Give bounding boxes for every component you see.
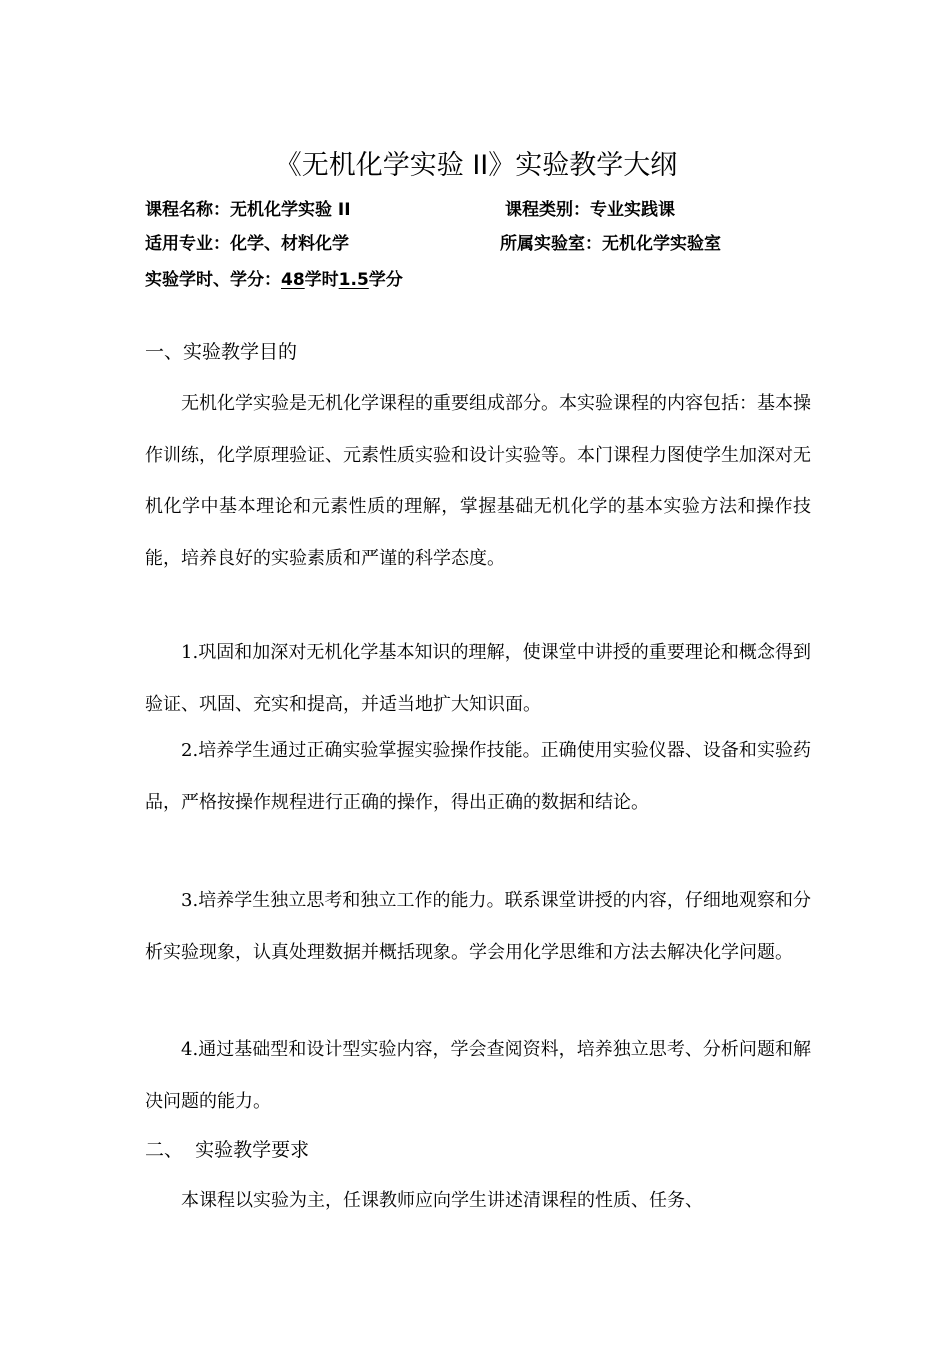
- credit-value: 1.5: [338, 270, 369, 290]
- objective-item-3: 3.培养学生独立思考和独立工作的能力。联系课堂讲授的内容，仔细地观察和分析实验现象，认真处理数据并概括现象。学会用化学思维和方法去解决化学问题。: [145, 890, 811, 963]
- hours-unit: 学时: [304, 270, 339, 290]
- credit-unit: 学分: [368, 270, 403, 290]
- course-name-value: 无机化学实验 II: [230, 200, 351, 220]
- document-title: 《无机化学实验 II》实验教学大纲: [274, 150, 678, 181]
- course-name-field: [145, 198, 351, 222]
- course-type-label: 课程类别：: [505, 200, 590, 220]
- major-label: 适用专业：: [145, 234, 230, 254]
- course-type-field: [505, 198, 675, 222]
- course-name-label: 课程名称：: [145, 200, 230, 220]
- section-heading-requirements: 二、 实验教学要求: [145, 1139, 310, 1161]
- lab-field: [500, 232, 721, 256]
- course-type-value: 专业实践课: [590, 200, 675, 220]
- objective-item-2: 2.培养学生通过正确实验掌握实验操作技能。正确使用实验仪器、设备和实验药品，严格按操作规程进行正确的操作，得出正确的数据和结论。: [145, 740, 811, 813]
- requirements-intro-paragraph: 本课程以实验为主，任课教师应向学生讲述清课程的性质、任务、: [181, 1190, 703, 1211]
- major-field: [145, 232, 349, 256]
- objective-item-4: 4.通过基础型和设计型实验内容，学会查阅资料，培养独立思考、分析问题和解决问题的能力。: [145, 1039, 811, 1112]
- section-heading-objectives: 一、实验教学目的: [145, 341, 298, 363]
- hours-value: 48: [281, 270, 305, 290]
- major-value: 化学、材料化学: [230, 234, 349, 254]
- objective-item-1: 1.巩固和加深对无机化学基本知识的理解，使课堂中讲授的重要理论和概念得到验证、巩固、充实和提高，并适当地扩大知识面。: [145, 642, 811, 715]
- objectives-intro-paragraph: 无机化学实验是无机化学课程的重要组成部分。本实验课程的内容包括：基本操作训练，化学原理验证、元素性质实验和设计实验等。本门课程力图使学生加深对无机化学中基本理论和元素性质的理解，掌握基础无机化学的基本实验方法和操作技能，培养良好的实验素质和严谨的科学态度。: [145, 393, 811, 569]
- lab-value: 无机化学实验室: [602, 234, 721, 254]
- lab-label: 所属实验室：: [500, 234, 602, 254]
- hours-credit-field: [145, 268, 403, 292]
- hours-credit-label: 实验学时、学分：: [145, 270, 281, 290]
